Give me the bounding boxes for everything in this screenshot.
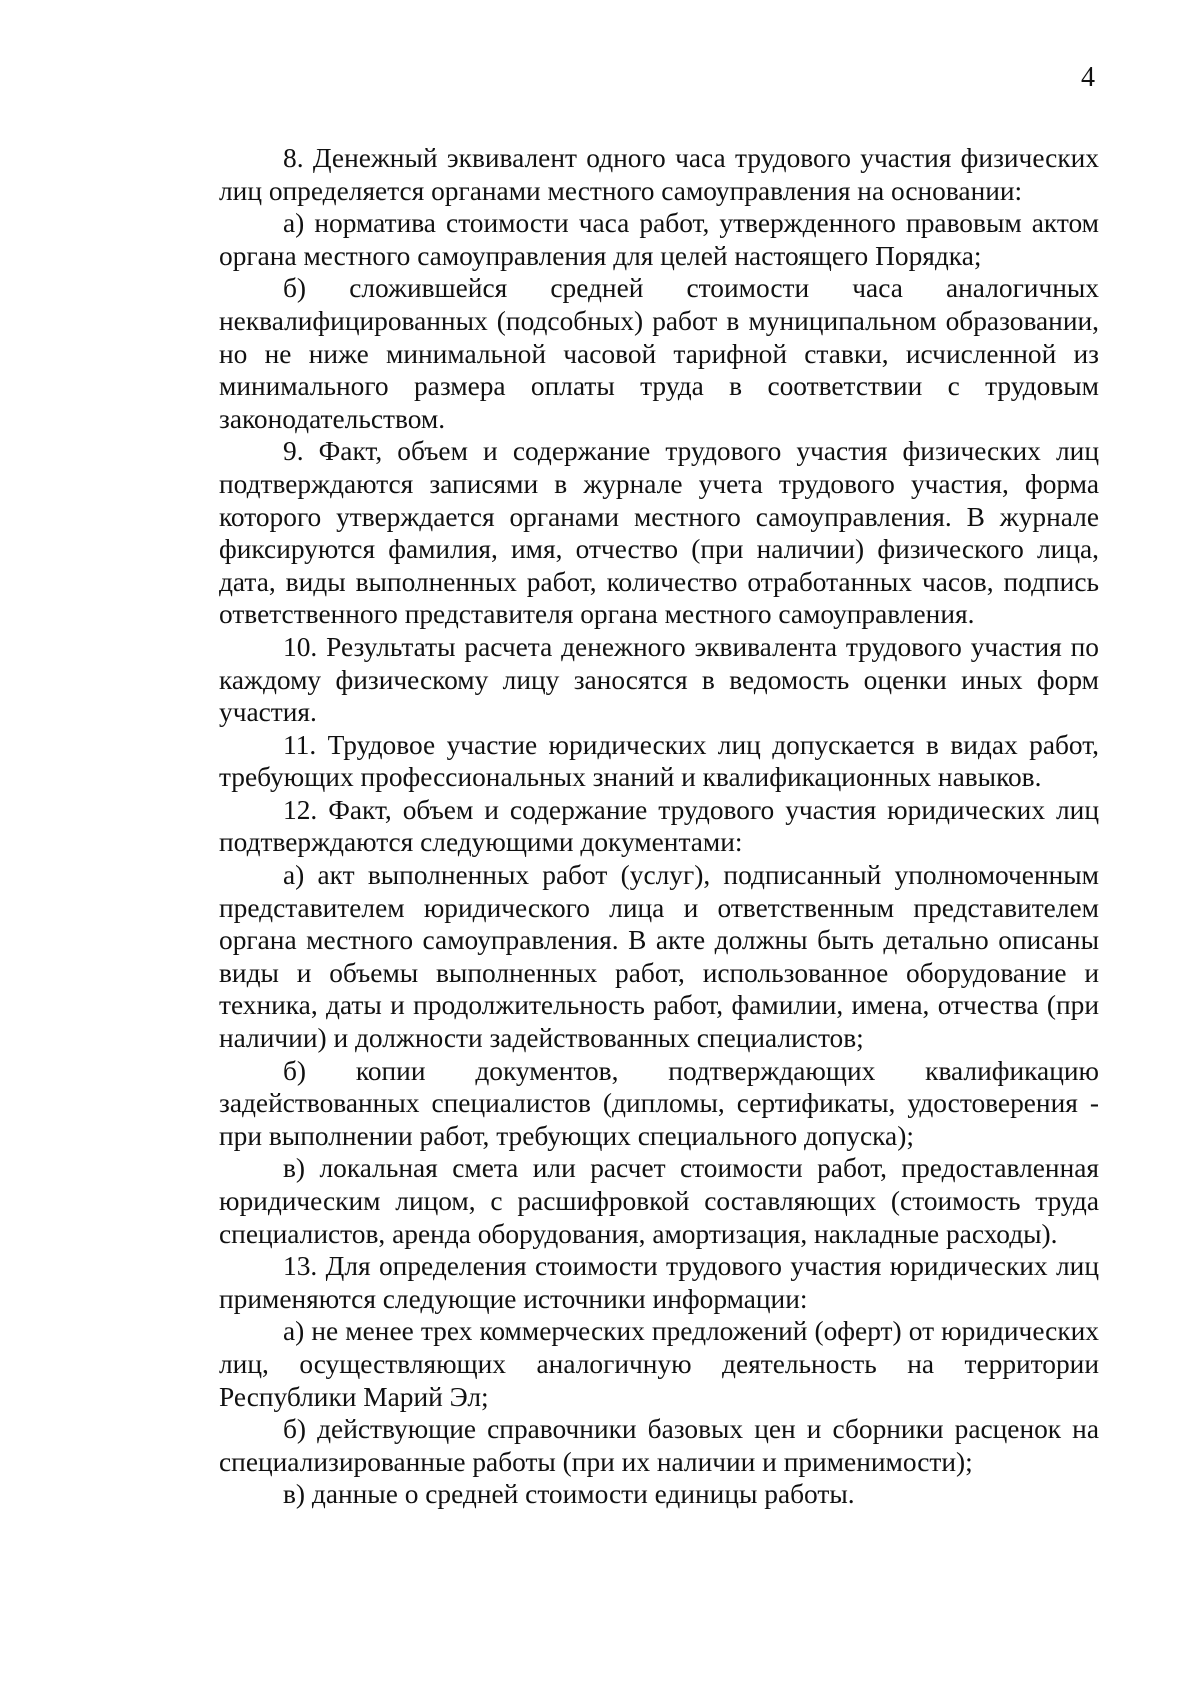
paragraph-8a: а) норматива стоимости часа работ, утвержденного правовым актом органа местного самоуправления для целей настоящего Порядка; — [219, 208, 1099, 271]
paragraph-13a: а) не менее трех коммерческих предложений (оферт) от юридических лиц, осуществляющих аналогичную деятельность на территории Республики Марий Эл; — [219, 1316, 1099, 1412]
document-body — [219, 142, 1099, 1511]
paragraph-10: 10. Результаты расчета денежного эквивалента трудового участия по каждому физическому лицу заносятся в ведомость оценки иных форм участия. — [219, 631, 1099, 728]
paragraph-9: 9. Факт, объем и содержание трудового участия физических лиц подтверждаются записями в журнале учета трудового участия, форма которого утверждается органами местного самоуправления. В журнале фиксируются фамилия, имя, отчество (при наличии) физического лица, дата, виды выполненных работ, количество отработанных часов, подпись ответственного представителя органа местного самоуправления. — [219, 436, 1099, 630]
paragraph-13: 13. Для определения стоимости трудового участия юридических лиц применяются следующие источники информации: — [219, 1251, 1099, 1314]
paragraph-11: 11. Трудовое участие юридических лиц допускается в видах работ, требующих профессиональных знаний и квалификационных навыков. — [219, 729, 1099, 793]
paragraph-12a: а) акт выполненных работ (услуг), подписанный уполномоченным представителем юридического лица и ответственным представителем органа местного самоуправления. В акте должны быть детально описаны виды и объемы выполненных работ, использованное оборудование и техника, даты и продолжительность работ, фамилии, имена, отчества (при наличии) и должности задействованных специалистов; — [219, 860, 1099, 1054]
paragraph-13b: б) действующие справочники базовых цен и сборники расценок на специализированные работы (при их наличии и применимости); — [219, 1414, 1099, 1477]
page-number: 4 — [1081, 62, 1095, 93]
paragraph-13c: в) данные о средней стоимости единицы работы. — [283, 1479, 855, 1510]
paragraph-8: 8. Денежный эквивалент одного часа трудового участия физических лиц определяется органами местного самоуправления на основании: — [219, 143, 1099, 206]
paragraph-8b: б) сложившейся средней стоимости часа аналогичных неквалифицированных (подсобных) работ в муниципальном образовании, но не ниже минимальной часовой тарифной ставки, исчисленной из минимального размера оплаты труда в соответствии с трудовым законодательством. — [219, 273, 1099, 434]
paragraph-12c: в) локальная смета или расчет стоимости работ, предоставленная юридическим лицом, с расшифровкой составляющих (стоимость труда специалистов, аренда оборудования, амортизация, накладные расходы). — [219, 1153, 1099, 1249]
paragraph-12b: б) копии документов, подтверждающих квалификацию задействованных специалистов (дипломы, сертификаты, удостоверения - при выполнении работ, требующих специального допуска); — [219, 1055, 1099, 1151]
paragraph-12: 12. Факт, объем и содержание трудового участия юридических лиц подтверждаются следующими документами: — [219, 794, 1099, 858]
